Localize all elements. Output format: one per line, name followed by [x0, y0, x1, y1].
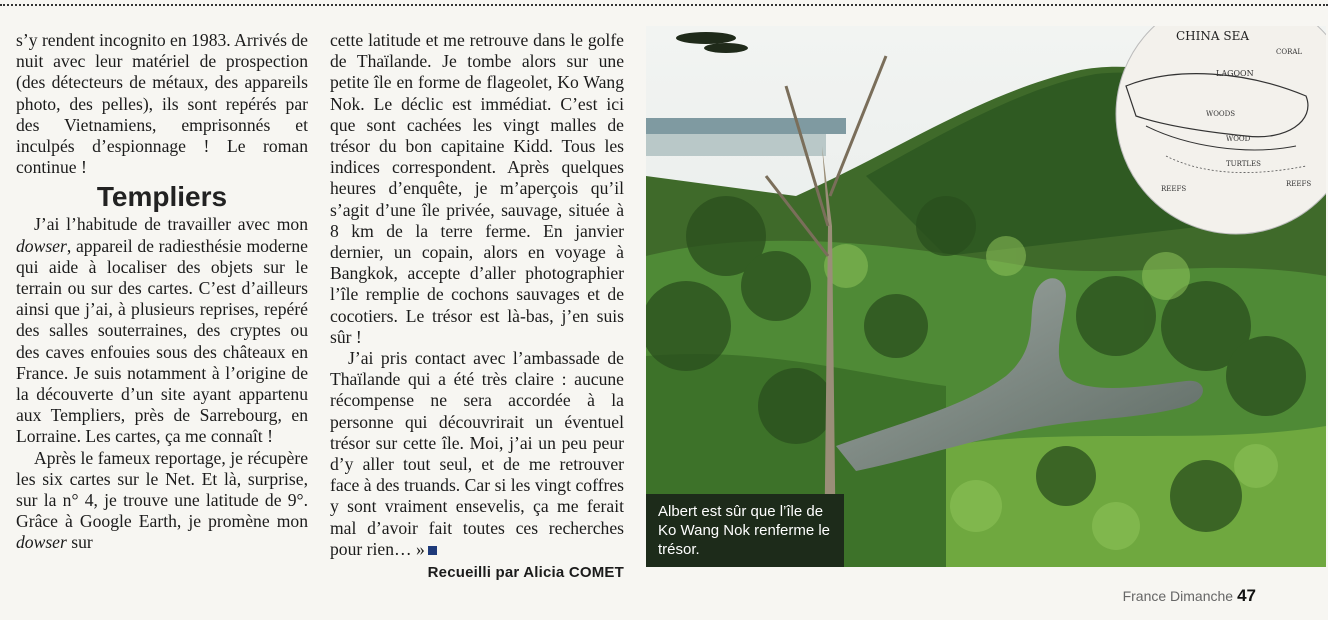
text-run: sur	[66, 532, 93, 553]
paragraph	[330, 348, 624, 560]
paragraph: cette latitude et me retrouve dans le golfe de Thaïlande. Je tombe alors sur une petite île en forme de flageolet, Ko Wang Nok. Le déclic est immédiat. C’est ici que sont cachées les vingt malles de trésor du bon capitaine Kidd. Tous les indices correspondent. Après quelques heures d’enquête, je m’aperçois qu’il s’agit d’une île privée, sauvage, située à 8 km de la terre ferme. En janvier dernier, un copain, alors en voyage à Bangkok, accepte d’aller photographier l’île remplie de cochons sauvages et de cocotiers. Le trésor est là-bas, j’en suis sûr !	[330, 30, 624, 347]
subheading: Templiers	[96, 181, 228, 213]
paragraph	[16, 214, 308, 447]
map-label: REEFS	[1161, 185, 1187, 193]
map-label: REEFS	[1286, 180, 1312, 188]
map-label: LAGOON	[1216, 69, 1254, 78]
text-run: Après le fameux reportage, je récupère les six cartes sur le Net. Et là, surprise, sur la n° 4, je trouve une latitude de 9°. Grâce à Google Earth, je promène mon	[16, 447, 308, 532]
jungle-river-illustration	[646, 26, 1326, 567]
byline: Recueilli par Alicia COMET	[427, 564, 624, 582]
island-photo	[646, 26, 1326, 567]
map-label: WOOD	[1226, 135, 1251, 143]
end-of-article-mark	[428, 546, 437, 555]
photo-caption: Albert est sûr que l’île de Ko Wang Nok renferme le trésor.	[646, 494, 844, 567]
map-label: WOODS	[1206, 110, 1236, 118]
paragraph	[16, 448, 308, 554]
italic-term: dowser	[16, 532, 67, 553]
map-label: TURTLES	[1226, 160, 1261, 168]
article-column-2	[330, 30, 624, 583]
text-run: , appareil de radiesthésie moderne qui aide à localiser des objets sur le terrain ou sur des cartes. C’est d’ailleurs ainsi que j’ai, à plusieurs reprises, repéré des salles souterraines, des cryptes ou des caves enfouies sous des châteaux en France. Je suis notamment à l’origine de la découverte d’un site ayant appartenu aux Templiers, près de Sarrebourg, en Lorraine. Les cartes, ça me connaît !	[16, 235, 308, 447]
map-label: CORAL	[1276, 48, 1303, 56]
text-run: J’ai pris contact avec l’ambassade de Thaïlande qui a été très claire : aucune récompense ne sera accordée à la personne qui découvrirait un éventuel trésor sur cette île. Moi, j’ai un peu peur d’y aller tout seul, et de me retrouver face à des truands. Car si les vingt coffres y sont vraiment ensevelis, ça me ferait mal d’avoir fait toutes ces recherches pour rien… »	[330, 348, 624, 559]
text-run: J’ai l’habitude de travailler avec mon	[34, 214, 308, 235]
paragraph: s’y rendent incognito en 1983. Arrivés de nuit avec leur matériel de prospection (des détecteurs de métaux, des appareils photo, des pelles), ils sont repérés par des Vietnamiens, emprisonnés et inculpés d’espionnage ! Le roman continue !	[16, 30, 308, 178]
top-dotted-rule	[0, 4, 1328, 6]
publication-name: France Dimanche	[1122, 588, 1234, 604]
article-column-1	[16, 30, 308, 554]
italic-term: dowser	[16, 235, 67, 256]
map-title: CHINA SEA	[1176, 29, 1250, 43]
page-number: 47	[1237, 586, 1256, 605]
page-footer	[1123, 586, 1256, 606]
